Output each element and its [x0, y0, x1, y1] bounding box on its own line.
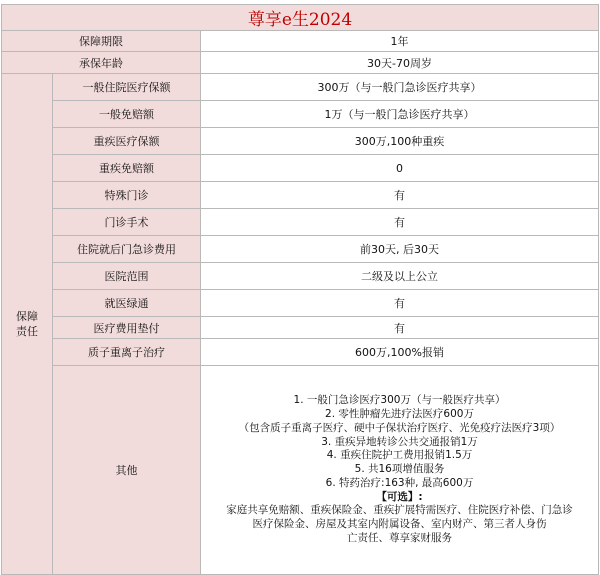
row-label-coverage-period: 保障期限	[2, 31, 201, 52]
row-value-hospital-scope: 二级及以上公立	[201, 263, 599, 290]
row-label-green-channel: 就医绿通	[53, 290, 201, 317]
table-title: 尊享e生2024	[2, 5, 599, 31]
row-value-outpatient-surgery: 有	[201, 209, 599, 236]
other-line-4: 3. 重疾异地转诊公共交通报销1万	[321, 435, 478, 448]
row-value-general-hospital-amount: 300万（与一般门急诊医疗共享）	[201, 74, 599, 101]
row-label-pre-post-hospital-costs: 住院就后门急诊费用	[53, 236, 201, 263]
row-label-hospital-scope: 医院范围	[53, 263, 201, 290]
insurance-benefits-table	[1, 4, 599, 575]
row-label-general-deductible: 一般免赔额	[53, 101, 201, 128]
row-label-general-hospital-amount: 一般住院医疗保额	[53, 74, 201, 101]
row-value-cost-advance: 有	[201, 317, 599, 339]
other-line-2: 2. 零性肿瘤先进疗法医疗600万	[325, 407, 474, 420]
row-label-proton-heavy-ion: 质子重离子治疗	[53, 339, 201, 366]
optional-title: 【可选】:	[376, 490, 423, 503]
row-value-insured-age: 30天-70周岁	[201, 52, 599, 74]
other-line-5: 4. 重疾住院护工费用报销1.5万	[326, 449, 473, 462]
row-value-proton-heavy-ion: 600万,100%报销	[201, 339, 599, 366]
row-value-critical-illness-amount: 300万,100种重疾	[201, 128, 599, 155]
row-label-special-outpatient: 特殊门诊	[53, 182, 201, 209]
optional-line-3: 亡责任、尊享家财服务	[347, 532, 452, 545]
row-value-coverage-period: 1年	[201, 31, 599, 52]
other-line-1: 1. 一般门急诊医疗300万（与一般医疗共享）	[293, 394, 506, 407]
row-value-pre-post-hospital-costs: 前30天, 后30天	[201, 236, 599, 263]
row-value-critical-illness-deductible: 0	[201, 155, 599, 182]
optional-line-1: 家庭共享免赔额、重疾保险金、重疾扩展特需医疗、住院医疗补偿、门急诊	[226, 504, 573, 517]
other-line-6: 5. 共16项增值服务	[354, 463, 445, 476]
row-value-green-channel: 有	[201, 290, 599, 317]
row-label-insured-age: 承保年龄	[2, 52, 201, 74]
row-label-cost-advance: 医疗费用垫付	[53, 317, 201, 339]
group-label-coverage-responsibility	[2, 74, 53, 575]
row-value-special-outpatient: 有	[201, 182, 599, 209]
row-value-other	[201, 366, 599, 575]
row-label-critical-illness-deductible: 重疾免赔额	[53, 155, 201, 182]
row-label-outpatient-surgery: 门诊手术	[53, 209, 201, 236]
group-label-text: 保障 责任	[16, 310, 38, 338]
optional-line-2: 医疗保险金、房屋及其室内附属设备、室内财产、第三者人身伤	[252, 518, 547, 531]
row-value-general-deductible: 1万（与一般门急诊医疗共享）	[201, 101, 599, 128]
other-line-3: （包含质子重离子医疗、硬中子保状治疗医疗、光免疫疗法医疗3项）	[238, 421, 561, 434]
other-line-7: 6. 特药治疗:163种, 最高600万	[325, 476, 474, 489]
row-label-critical-illness-amount: 重疾医疗保额	[53, 128, 201, 155]
row-label-other: 其他	[53, 366, 201, 575]
